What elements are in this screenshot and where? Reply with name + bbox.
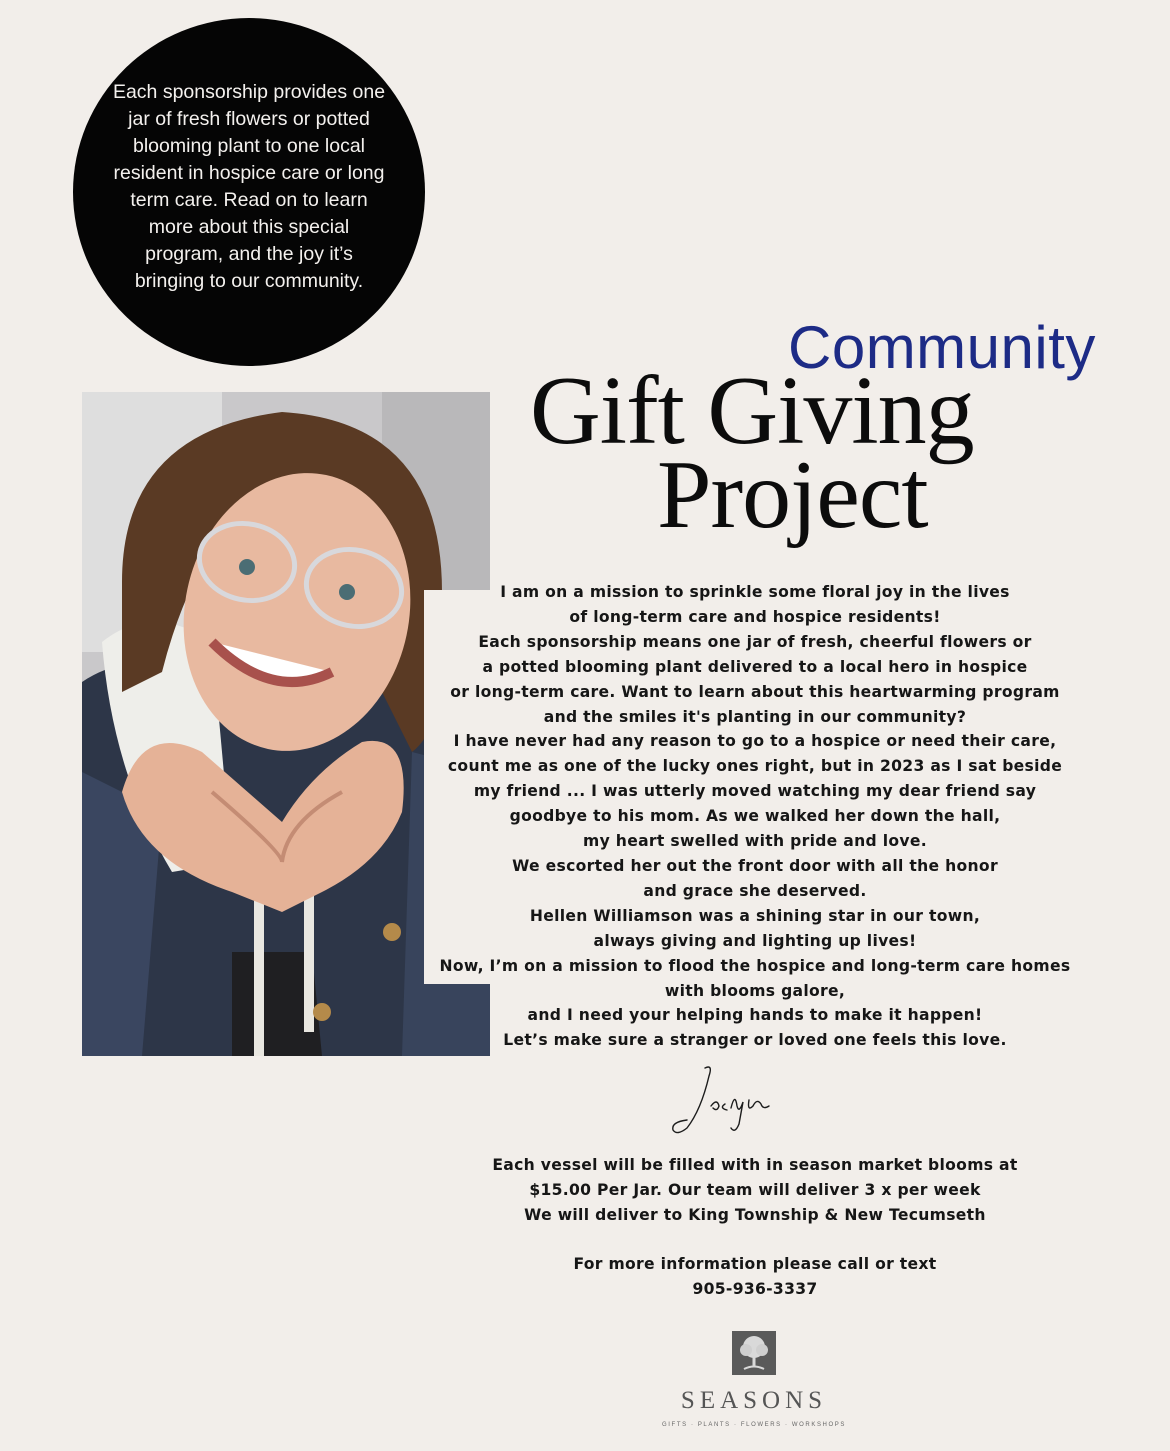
heading-gift-giving: Gift Giving	[530, 357, 974, 465]
heading-project: Project	[657, 441, 928, 549]
contact-line: For more information please call or text	[573, 1255, 937, 1273]
story-line: I am on a mission to sprinkle some floral joy in the lives	[500, 583, 1010, 601]
story-text	[424, 580, 1086, 1053]
story-line: or long-term care. Want to learn about this heartwarming program	[450, 682, 1060, 701]
story-line: I have never had any reason to go to a hospice or need their care,	[453, 732, 1057, 751]
story-line: Each sponsorship means one jar of fresh, cheerful flowers or	[478, 632, 1032, 651]
phone-number[interactable]: 905-936-3337	[692, 1279, 818, 1298]
intro-text: Each sponsorship provides one jar of fresh flowers or potted blooming plant to one local resident in hospice care or long term care. Read on to learn more about this special program, and the joy it’s bringing to our community.	[112, 81, 386, 292]
story-line: with blooms galore,	[664, 981, 846, 1000]
contact-info	[424, 1252, 1086, 1302]
story-line: my heart swelled with pride and love.	[583, 832, 927, 851]
story-line: a potted blooming plant delivered to a local hero in hospice	[482, 657, 1028, 676]
story-line: and I need your helping hands to make it happen!	[527, 1006, 983, 1025]
details-line-3: We will deliver to King Township & New Tecumseth	[524, 1205, 986, 1224]
story-line: Hellen Williamson was a shining star in our town,	[529, 906, 981, 925]
story-line: of long-term care and hospice residents!	[569, 607, 941, 626]
delivery-details	[424, 1153, 1086, 1228]
details-line-2: $15.00 Per Jar. Our team will deliver 3 x per week	[529, 1180, 981, 1199]
story-line: Now, I’m on a mission to flood the hospice and long-term care homes	[439, 956, 1071, 975]
logo-tagline: GIFTS · PLANTS · FLOWERS · WORKSHOPS	[662, 1422, 846, 1428]
story-line: count me as one of the lucky ones right, but in 2023 as I sat beside	[447, 757, 1063, 776]
story-line: my friend ... I was utterly moved watching my dear friend say	[473, 782, 1037, 801]
story-line: and grace she deserved.	[643, 881, 867, 900]
story-line: always giving and lighting up lives!	[593, 931, 917, 950]
story-line: We escorted her out the front door with all the honor	[512, 856, 998, 875]
story-line: and the smiles it's planting in our community?	[543, 707, 967, 726]
story-line: Let’s make sure a stranger or loved one feels this love.	[503, 1031, 1007, 1050]
signature-jaclyn	[665, 1062, 785, 1140]
story-line: goodbye to his mom. As we walked her down the hall,	[509, 807, 1001, 826]
tree-icon	[732, 1331, 776, 1375]
heading-community: Community	[788, 314, 1096, 381]
logo-name: SEASONS	[680, 1387, 828, 1414]
intro-circle	[73, 18, 425, 366]
details-line-1: Each vessel will be filled with in season market blooms at	[492, 1156, 1018, 1174]
